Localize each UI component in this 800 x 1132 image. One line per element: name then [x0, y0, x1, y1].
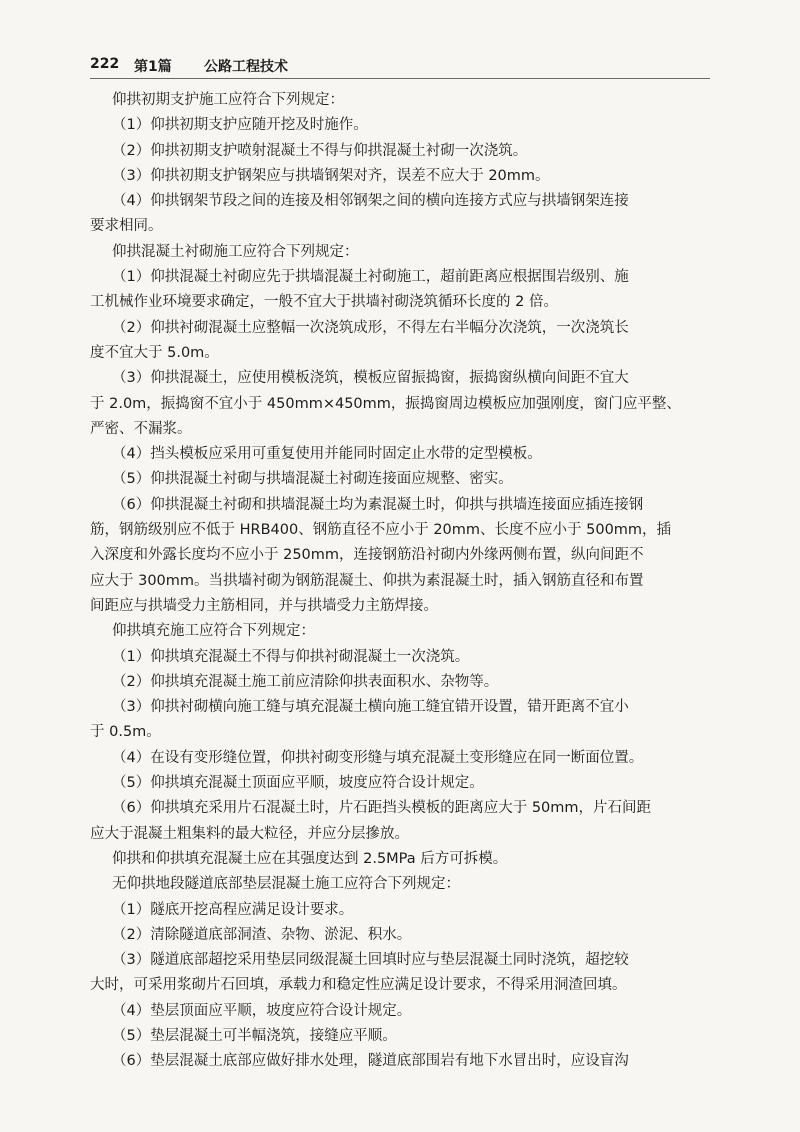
text-line: （3）仰拱衬砌横向施工缝与填充混凝土横向施工缝宜错开设置，错开距离不宜小 [112, 699, 629, 716]
text-line: （4）在设有变形缝位置，仰拱衬砌变形缝与填充混凝土变形缝应在同一断面位置。 [112, 749, 644, 766]
text-line: （2）清除隧道底部洞渣、杂物、淤泥、积水。 [112, 926, 412, 943]
text-line: （6）垫层混凝土底部应做好排水处理，隧道底部围岩有地下水冒出时，应设盲沟 [112, 1053, 629, 1070]
text-line: 筋，钢筋级别应不低于 HRB400、钢筋直径不应小于 20mm、长度不应小于 500mm，插 [90, 522, 672, 539]
text-line: （1）仰拱初期支护应随开挖及时施作。 [112, 117, 368, 134]
text-line: （2）仰拱初期支护喷射混凝土不得与仰拱混凝土衬砌一次浇筑。 [112, 142, 528, 159]
text-line: 度不宜大于 5.0m。 [90, 344, 219, 361]
text-line: （1）仰拱填充混凝土不得与仰拱衬砌混凝土一次浇筑。 [112, 648, 470, 665]
text-line: （1）仰拱混凝土衬砌应先于拱墙混凝土衬砌施工，超前距离应根据围岩级别、施 [112, 269, 629, 286]
text-line: （2）仰拱填充混凝土施工前应清除仰拱表面积水、杂物等。 [112, 673, 499, 690]
text-line: （5）仰拱混凝土衬砌与拱墙混凝土衬砌连接面应规整、密实。 [112, 471, 513, 488]
text-line: 无仰拱地段隧道底部垫层混凝土施工应符合下列规定： [112, 876, 460, 893]
page-number: 222 [90, 56, 120, 72]
text-line: （4）垫层顶面应平顺，坡度应符合设计规定。 [112, 1002, 412, 1019]
text-line: 间距应与拱墙受力主筋相同，并与拱墙受力主筋焊接。 [90, 597, 438, 614]
text-line: （5）仰拱填充混凝土顶面应平顺，坡度应符合设计规定。 [112, 775, 484, 792]
text-line: （3）仰拱混凝土，应使用模板浇筑，模板应留振捣窗，振捣窗纵横向间距不宜大 [112, 370, 629, 387]
part-label: 第1篇 [134, 59, 172, 75]
text-line: 严密、不漏浆。 [90, 420, 192, 437]
text-line: （4）仰拱钢架节段之间的连接及相邻钢架之间的横向连接方式应与拱墙钢架连接 [112, 193, 629, 210]
body-text [90, 88, 712, 1075]
text-line: （3）隧道底部超挖采用垫层同级混凝土回填时应与垫层混凝土同时浇筑，超挖较 [112, 952, 629, 969]
text-line: 应大于混凝土粗集料的最大粒径，并应分层摻放。 [90, 825, 409, 842]
running-header [90, 54, 710, 79]
book-title: 公路工程技术 [204, 59, 288, 75]
text-line: （5）垫层混凝土可半幅浇筑，接缝应平顺。 [112, 1027, 397, 1044]
text-line: （6）仰拱混凝土衬砌和拱墙混凝土均为素混凝土时，仰拱与拱墙连接面应插连接钢 [112, 496, 644, 513]
text-line: 于 2.0m，振捣窗不宜小于 450mm×450mm，振捣窗周边模板应加强刚度，窗门应平整、 [90, 395, 681, 412]
text-line: （1）隧底开挖高程应满足设计要求。 [112, 901, 354, 918]
text-line: 大时，可采用浆砌片石回填，承载力和稳定性应满足设计要求，不得采用洞渣回填。 [90, 977, 627, 994]
text-line: 仰拱和仰拱填充混凝土应在其强度达到 2.5MPa 后方可拆模。 [112, 850, 508, 867]
text-line: 工机械作业环境要求确定，一般不宜大于拱墙衬砌浇筑循环长度的 2 倍。 [90, 294, 558, 311]
text-line: （2）仰拱衬砌混凝土应整幅一次浇筑成形，不得左右半幅分次浇筑，一次浇筑长 [112, 319, 629, 336]
text-line: 于 0.5m。 [90, 724, 161, 741]
text-line: 应大于 300mm。当拱墙衬砌为钢筋混凝土、仰拱为素混凝土时，插入钢筋直径和布置 [90, 572, 644, 589]
text-line: 入深度和外露长度均不应小于 250mm，连接钢筋沿衬砌内外缘两侧布置，纵向间距不 [90, 547, 644, 564]
text-line: （3）仰拱初期支护钢架应与拱墙钢架对齐，误差不应大于 20mm。 [112, 167, 550, 184]
text-line: 仰拱填充施工应符合下列规定： [112, 623, 315, 640]
text-line: 仰拱初期支护施工应符合下列规定： [112, 92, 344, 108]
text-line: （6）仰拱填充采用片石混凝土时，片石距挡头模板的距离应大于 50mm，片石间距 [112, 800, 652, 817]
text-line: 仰拱混凝土衬砌施工应符合下列规定： [112, 243, 359, 260]
text-line: 要求相同。 [90, 218, 163, 235]
text-line: （4）挡头模板应采用可重复使用并能同时固定止水带的定型模板。 [112, 446, 542, 463]
